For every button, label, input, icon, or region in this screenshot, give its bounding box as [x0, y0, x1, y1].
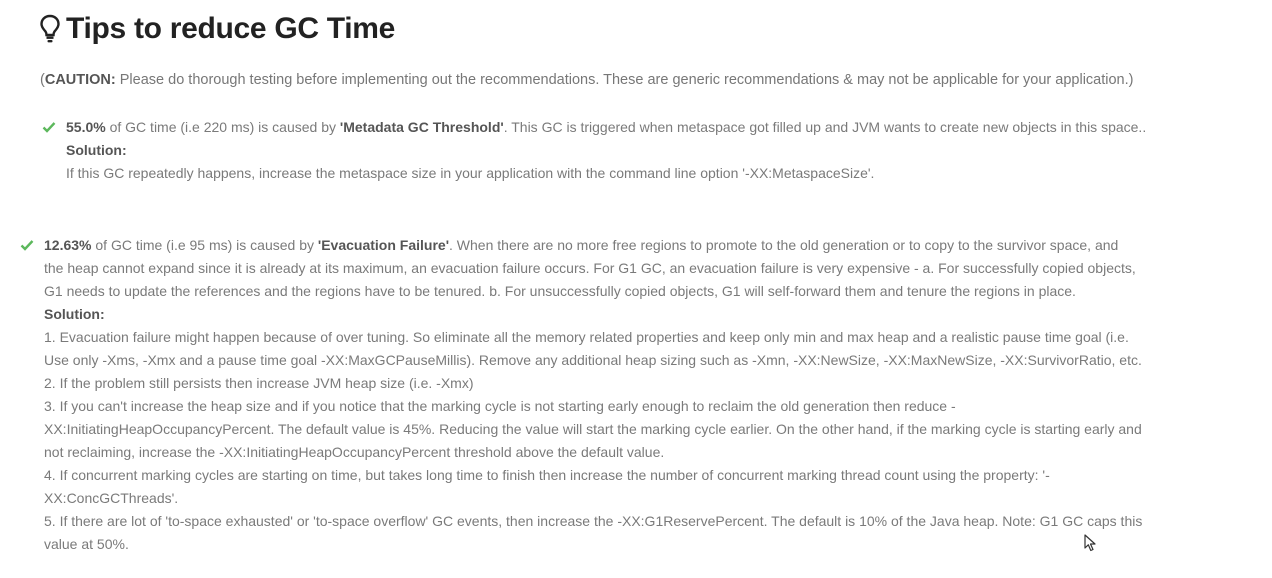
check-icon [20, 239, 34, 251]
caution-text: Please do thorough testing before implementing out the recommendations. These are generic recommendations & may not be applicable for your application.) [115, 72, 1134, 88]
tip-cause: 'Evacuation Failure' [317, 237, 450, 253]
solution-line: XX:ConcGCThreads'. [44, 490, 179, 506]
tip-item [66, 116, 1256, 185]
tip-description-line: the heap cannot expand since it is already at its maximum, an evacuation failure occurs. For G1 GC, an evacuation failure is very expensive - a. For successfully copied objects, [44, 260, 1136, 276]
solution-line: 2. If the problem still persists then increase JVM heap size (i.e. -Xmx) [44, 375, 474, 391]
tip-item [44, 234, 1249, 556]
solution-line: 3. If you can't increase the heap size and if you notice that the marking cycle is not starting early enough to reclaim the old generation then reduce - [44, 398, 956, 414]
solution-label: Solution: [66, 142, 127, 158]
mouse-pointer-icon [1084, 534, 1098, 552]
tip-text-b: . When there are no more free regions to promote to the old generation or to copy to the survivor space, and [449, 237, 1119, 253]
tip-percent: 55.0% [66, 119, 106, 135]
tip-headline [66, 116, 1256, 139]
solution-line: 5. If there are lot of 'to-space exhausted' or 'to-space overflow' GC events, then increase the -XX:G1ReservePercent. The default is 10% of the Java heap. Note: G1 GC caps this [44, 513, 1143, 529]
tip-text-b: . This GC is triggered when metaspace got filled up and JVM wants to create new objects in this space.. [503, 119, 1147, 135]
tip-description-line: G1 needs to update the references and the regions have to be tenured. b. For unsuccessfully copied objects, G1 will self-forward them and tenure the regions in place. [44, 283, 1076, 299]
caution-note [40, 72, 1133, 88]
tip-cause: 'Metadata GC Threshold' [339, 119, 504, 135]
solution-label: Solution: [44, 306, 105, 322]
solution-line: 1. Evacuation failure might happen because of over tuning. So eliminate all the memory related properties and keep only min and max heap and a realistic pause time goal (i.e. [44, 329, 1129, 345]
page-title: Tips to reduce GC Time [66, 12, 396, 45]
lightbulb-icon [38, 13, 62, 45]
solution-line: value at 50%. [44, 536, 129, 552]
tip-text-a: of GC time (i.e 95 ms) is caused by [91, 237, 318, 253]
tip-headline [44, 234, 1249, 257]
solution-line: If this GC repeatedly happens, increase the metaspace size in your application with the command line option '-XX:MetaspaceSize'. [66, 165, 875, 181]
solution-line: Use only -Xms, -Xmx and a pause time goal -XX:MaxGCPauseMillis). Remove any additional heap sizing such as -Xmn, -XX:NewSize, -XX:MaxNewSize, -XX:SurvivorRatio, etc. [44, 352, 1142, 368]
solution-line: 4. If concurrent marking cycles are starting on time, but takes long time to finish then increase the number of concurrent marking thread count using the property: '- [44, 467, 1050, 483]
caution-label: CAUTION: [44, 72, 116, 88]
solution-line: not reclaiming, increase the -XX:InitiatingHeapOccupancyPercent threshold above the default value. [44, 444, 665, 460]
tip-percent: 12.63% [44, 237, 92, 253]
check-icon [42, 121, 56, 133]
solution-line: XX:InitiatingHeapOccupancyPercent. The default value is 45%. Reducing the value will start the marking cycle earlier. On the other hand, if the marking cycle is starting early and [44, 421, 1142, 437]
tip-text-a: of GC time (i.e 220 ms) is caused by [105, 119, 340, 135]
caution-open-paren: ( [40, 72, 45, 88]
title-row [38, 12, 395, 46]
